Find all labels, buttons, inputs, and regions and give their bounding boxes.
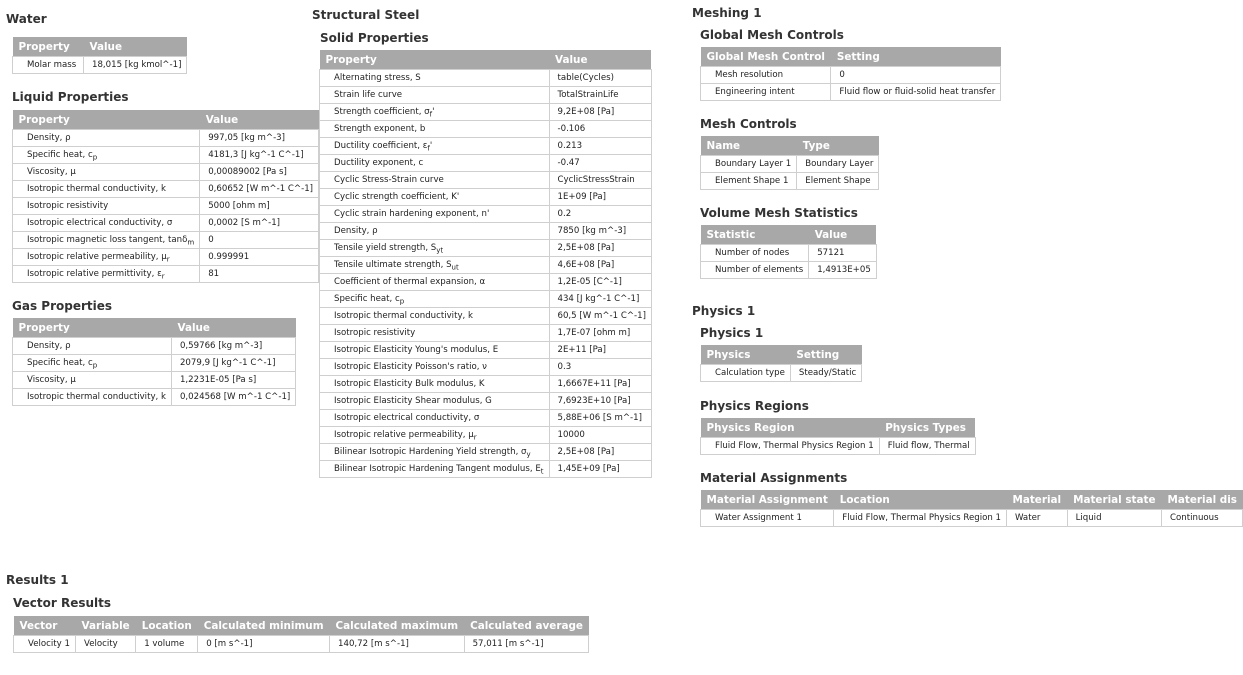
gas-properties-table bbox=[12, 318, 296, 406]
column-header: Global Mesh Control bbox=[701, 47, 831, 67]
column-header: Property bbox=[13, 37, 84, 57]
table-header-row bbox=[701, 225, 877, 245]
table-cell: Alternating stress, S bbox=[320, 70, 550, 87]
volume-mesh-statistics-table bbox=[700, 225, 877, 279]
table-row bbox=[320, 376, 652, 393]
table-cell: 60,5 [W m^-1 C^-1] bbox=[549, 308, 651, 325]
table-cell: Strength exponent, b bbox=[320, 121, 550, 138]
table-cell: Element Shape bbox=[797, 173, 879, 190]
table-row bbox=[320, 274, 652, 291]
column-header: Material dis bbox=[1162, 490, 1243, 510]
table-cell: Ductility coefficient, $\varepsilon_f'$ bbox=[320, 138, 550, 155]
table-row bbox=[320, 342, 652, 359]
table-cell: Viscosity, μ bbox=[13, 164, 200, 181]
table-cell: Isotropic Elasticity Young's modulus, E bbox=[320, 342, 550, 359]
table-cell: Density, ρ bbox=[13, 130, 200, 147]
column-header: Material Assignment bbox=[701, 490, 834, 510]
table-cell: 0.3 bbox=[549, 359, 651, 376]
table-cell: Element Shape 1 bbox=[701, 173, 797, 190]
table-cell: 0.213 bbox=[549, 138, 651, 155]
table-row bbox=[320, 308, 652, 325]
table-row bbox=[320, 189, 652, 206]
table-header-row bbox=[14, 616, 589, 636]
table-cell: 0 [m s^-1] bbox=[198, 636, 330, 653]
table-row bbox=[320, 444, 652, 461]
physics-regions-table bbox=[700, 418, 976, 455]
table-cell: 2079,9 [J kg^-1 C^-1] bbox=[171, 355, 295, 372]
liquid-properties-table bbox=[12, 110, 319, 283]
table-row bbox=[320, 104, 652, 121]
column-header: Value bbox=[171, 318, 295, 338]
table-row bbox=[13, 338, 296, 355]
column-header: Material bbox=[1006, 490, 1067, 510]
table-row bbox=[13, 372, 296, 389]
table-row bbox=[320, 410, 652, 427]
table-header-row bbox=[701, 345, 862, 365]
physics-subtitle: Physics 1 bbox=[700, 326, 764, 340]
table-row bbox=[13, 198, 319, 215]
material-assignments-title: Material Assignments bbox=[700, 471, 848, 485]
table-cell: Molar mass bbox=[13, 57, 84, 74]
table-cell: Bilinear Isotropic Hardening Tangent modulus, $E_t$ bbox=[320, 461, 550, 478]
table-cell: 0,59766 [kg m^-3] bbox=[171, 338, 295, 355]
table-cell: 1E+09 [Pa] bbox=[549, 189, 651, 206]
table-row bbox=[320, 359, 652, 376]
volume-mesh-statistics-title: Volume Mesh Statistics bbox=[700, 206, 858, 220]
table-cell: Isotropic relative permeability, $\mu_r$ bbox=[13, 249, 200, 266]
table-cell: Steady/Static bbox=[790, 365, 861, 382]
table-cell: 434 [J kg^-1 C^-1] bbox=[549, 291, 651, 308]
table-cell: 2,5E+08 [Pa] bbox=[549, 240, 651, 257]
table-row bbox=[13, 57, 187, 74]
gas-properties-title: Gas Properties bbox=[12, 299, 113, 313]
table-cell: Velocity bbox=[76, 636, 136, 653]
column-header: Calculated maximum bbox=[330, 616, 465, 636]
column-header: Type bbox=[797, 136, 879, 156]
table-cell: 57121 bbox=[809, 245, 877, 262]
table-cell: Cyclic strain hardening exponent, n' bbox=[320, 206, 550, 223]
table-row bbox=[13, 130, 319, 147]
column-header: Value bbox=[809, 225, 877, 245]
table-cell: 0,024568 [W m^-1 C^-1] bbox=[171, 389, 295, 406]
table-row bbox=[13, 389, 296, 406]
column-header: Property bbox=[13, 318, 172, 338]
physics-regions-title: Physics Regions bbox=[700, 399, 809, 413]
table-row bbox=[701, 262, 877, 279]
table-cell: 1 volume bbox=[136, 636, 198, 653]
solid-properties-title: Solid Properties bbox=[320, 31, 429, 45]
table-row bbox=[701, 156, 879, 173]
table-cell: Continuous bbox=[1162, 510, 1243, 527]
table-cell: Isotropic relative permittivity, $\varepsilon_r$ bbox=[13, 266, 200, 283]
table-row bbox=[13, 232, 319, 249]
table-cell: Engineering intent bbox=[701, 84, 831, 101]
table-cell: 0,60652 [W m^-1 C^-1] bbox=[200, 181, 319, 198]
table-cell: Number of nodes bbox=[701, 245, 809, 262]
table-cell: 2E+11 [Pa] bbox=[549, 342, 651, 359]
vector-results-title: Vector Results bbox=[13, 596, 112, 610]
material-assignments-table bbox=[700, 490, 1243, 527]
table-row bbox=[320, 325, 652, 342]
vector-results-table bbox=[13, 616, 589, 653]
results-title: Results 1 bbox=[6, 573, 69, 587]
table-cell: 5,88E+06 [S m^-1] bbox=[549, 410, 651, 427]
table-cell: Number of elements bbox=[701, 262, 809, 279]
table-header-row bbox=[320, 50, 652, 70]
table-cell: CyclicStressStrain bbox=[549, 172, 651, 189]
table-row bbox=[320, 291, 652, 308]
table-cell: 0.999991 bbox=[200, 249, 319, 266]
mesh-controls-table bbox=[700, 136, 879, 190]
column-header: Location bbox=[834, 490, 1007, 510]
column-header: Statistic bbox=[701, 225, 809, 245]
table-row bbox=[701, 67, 1001, 84]
table-row bbox=[320, 206, 652, 223]
table-cell: 9,2E+08 [Pa] bbox=[549, 104, 651, 121]
table-row bbox=[320, 155, 652, 172]
column-header: Name bbox=[701, 136, 797, 156]
table-cell: Isotropic resistivity bbox=[320, 325, 550, 342]
table-row bbox=[701, 245, 877, 262]
table-cell: Fluid flow, Thermal bbox=[879, 438, 975, 455]
table-header-row bbox=[701, 418, 976, 438]
column-header: Physics bbox=[701, 345, 791, 365]
table-cell: Isotropic thermal conductivity, k bbox=[320, 308, 550, 325]
table-cell: 81 bbox=[200, 266, 319, 283]
table-cell: Coefficient of thermal expansion, α bbox=[320, 274, 550, 291]
table-cell: 5000 [ohm m] bbox=[200, 198, 319, 215]
material-assignments-clip bbox=[700, 490, 1237, 538]
table-cell: Tensile ultimate strength, $S_{ut}$ bbox=[320, 257, 550, 274]
table-cell: 0 bbox=[200, 232, 319, 249]
table-cell: Isotropic relative permeability, $\mu_r$ bbox=[320, 427, 550, 444]
column-header: Value bbox=[84, 37, 187, 57]
physics-settings-table bbox=[700, 345, 862, 382]
table-cell: Isotropic magnetic loss tangent, tanδ$_m$ bbox=[13, 232, 200, 249]
solid-properties-table bbox=[319, 50, 652, 478]
table-row bbox=[13, 355, 296, 372]
column-header: Property bbox=[13, 110, 200, 130]
table-row bbox=[320, 138, 652, 155]
structural-steel-title: Structural Steel bbox=[312, 8, 420, 22]
table-cell: Boundary Layer 1 bbox=[701, 156, 797, 173]
meshing-title: Meshing 1 bbox=[692, 6, 762, 20]
column-header: Value bbox=[549, 50, 651, 70]
table-row bbox=[14, 636, 589, 653]
table-cell: 0,0002 [S m^-1] bbox=[200, 215, 319, 232]
table-header-row bbox=[701, 490, 1243, 510]
table-cell: 57,011 [m s^-1] bbox=[464, 636, 589, 653]
table-cell: 7850 [kg m^-3] bbox=[549, 223, 651, 240]
table-cell: -0.47 bbox=[549, 155, 651, 172]
column-header: Property bbox=[320, 50, 550, 70]
table-cell: Specific heat, $c_p$ bbox=[13, 355, 172, 372]
table-cell: 997,05 [kg m^-3] bbox=[200, 130, 319, 147]
table-row bbox=[701, 365, 862, 382]
table-cell: Cyclic strength coefficient, K' bbox=[320, 189, 550, 206]
table-cell: Fluid Flow, Thermal Physics Region 1 bbox=[834, 510, 1007, 527]
mesh-controls-title: Mesh Controls bbox=[700, 117, 797, 131]
table-header-row bbox=[701, 136, 879, 156]
global-mesh-controls-title: Global Mesh Controls bbox=[700, 28, 844, 42]
table-cell: Isotropic Elasticity Shear modulus, G bbox=[320, 393, 550, 410]
table-cell: Liquid bbox=[1067, 510, 1161, 527]
table-cell: Viscosity, μ bbox=[13, 372, 172, 389]
table-cell: 7,6923E+10 [Pa] bbox=[549, 393, 651, 410]
table-cell: Isotropic resistivity bbox=[13, 198, 200, 215]
table-cell: Ductility exponent, c bbox=[320, 155, 550, 172]
table-cell: 2,5E+08 [Pa] bbox=[549, 444, 651, 461]
table-cell: 4181,3 [J kg^-1 C^-1] bbox=[200, 147, 319, 164]
table-cell: 0.2 bbox=[549, 206, 651, 223]
table-row bbox=[320, 427, 652, 444]
water-title: Water bbox=[6, 12, 47, 26]
table-row bbox=[320, 461, 652, 478]
table-cell: Tensile yield strength, $S_{yt}$ bbox=[320, 240, 550, 257]
table-cell: 1,45E+09 [Pa] bbox=[549, 461, 651, 478]
global-mesh-controls-table bbox=[700, 47, 1001, 101]
table-cell: 10000 bbox=[549, 427, 651, 444]
table-cell: table(Cycles) bbox=[549, 70, 651, 87]
table-cell: Isotropic electrical conductivity, σ bbox=[13, 215, 200, 232]
table-row bbox=[320, 87, 652, 104]
table-cell: TotalStrainLife bbox=[549, 87, 651, 104]
table-cell: Strength coefficient, $\sigma_f'$ bbox=[320, 104, 550, 121]
table-row bbox=[13, 249, 319, 266]
table-row bbox=[13, 215, 319, 232]
table-cell: 1,2231E-05 [Pa s] bbox=[171, 372, 295, 389]
table-cell: 1,7E-07 [ohm m] bbox=[549, 325, 651, 342]
column-header: Physics Region bbox=[701, 418, 880, 438]
table-row bbox=[701, 438, 976, 455]
table-cell: Isotropic electrical conductivity, σ bbox=[320, 410, 550, 427]
table-header-row bbox=[13, 37, 187, 57]
table-cell: Mesh resolution bbox=[701, 67, 831, 84]
table-cell: 0 bbox=[831, 67, 1001, 84]
liquid-properties-title: Liquid Properties bbox=[12, 90, 129, 104]
table-row bbox=[13, 181, 319, 198]
table-cell: Density, ρ bbox=[320, 223, 550, 240]
column-header: Physics Types bbox=[879, 418, 975, 438]
column-header: Location bbox=[136, 616, 198, 636]
physics-title: Physics 1 bbox=[692, 304, 756, 318]
column-header: Material state bbox=[1067, 490, 1161, 510]
table-cell: 1,2E-05 [C^-1] bbox=[549, 274, 651, 291]
table-header-row bbox=[13, 110, 319, 130]
table-row bbox=[701, 84, 1001, 101]
column-header: Setting bbox=[790, 345, 861, 365]
table-cell: Water Assignment 1 bbox=[701, 510, 834, 527]
column-header: Variable bbox=[76, 616, 136, 636]
table-row bbox=[320, 240, 652, 257]
table-row bbox=[701, 173, 879, 190]
table-row bbox=[320, 172, 652, 189]
table-cell: Bilinear Isotropic Hardening Yield strength, $\sigma_y$ bbox=[320, 444, 550, 461]
column-header: Setting bbox=[831, 47, 1001, 67]
table-cell: Specific heat, $c_p$ bbox=[13, 147, 200, 164]
column-header: Calculated minimum bbox=[198, 616, 330, 636]
table-cell: Isotropic thermal conductivity, k bbox=[13, 389, 172, 406]
table-cell: 1,6667E+11 [Pa] bbox=[549, 376, 651, 393]
table-cell: Water bbox=[1006, 510, 1067, 527]
table-cell: Strain life curve bbox=[320, 87, 550, 104]
table-cell: 1,4913E+05 bbox=[809, 262, 877, 279]
table-cell: Fluid Flow, Thermal Physics Region 1 bbox=[701, 438, 880, 455]
table-cell: Cyclic Stress-Strain curve bbox=[320, 172, 550, 189]
table-row bbox=[13, 266, 319, 283]
column-header: Calculated average bbox=[464, 616, 589, 636]
table-cell: 18,015 [kg kmol^-1] bbox=[84, 57, 187, 74]
table-row bbox=[320, 393, 652, 410]
table-header-row bbox=[13, 318, 296, 338]
table-cell: Fluid flow or fluid-solid heat transfer bbox=[831, 84, 1001, 101]
table-row bbox=[701, 510, 1243, 527]
table-row bbox=[320, 70, 652, 87]
table-cell: -0.106 bbox=[549, 121, 651, 138]
table-cell: Specific heat, $c_p$ bbox=[320, 291, 550, 308]
table-cell: Isotropic Elasticity Bulk modulus, K bbox=[320, 376, 550, 393]
column-header: Value bbox=[200, 110, 319, 130]
table-cell: Velocity 1 bbox=[14, 636, 76, 653]
table-cell: Boundary Layer bbox=[797, 156, 879, 173]
table-row bbox=[13, 164, 319, 181]
table-row bbox=[320, 257, 652, 274]
table-cell: 0,00089002 [Pa s] bbox=[200, 164, 319, 181]
table-row bbox=[320, 223, 652, 240]
table-cell: Density, ρ bbox=[13, 338, 172, 355]
table-cell: 140,72 [m s^-1] bbox=[330, 636, 465, 653]
table-cell: Isotropic thermal conductivity, k bbox=[13, 181, 200, 198]
table-cell: Isotropic Elasticity Poisson's ratio, ν bbox=[320, 359, 550, 376]
table-cell: Calculation type bbox=[701, 365, 791, 382]
table-cell: 4,6E+08 [Pa] bbox=[549, 257, 651, 274]
table-row bbox=[13, 147, 319, 164]
water-table bbox=[12, 37, 187, 74]
table-header-row bbox=[701, 47, 1001, 67]
table-row bbox=[320, 121, 652, 138]
column-header: Vector bbox=[14, 616, 76, 636]
